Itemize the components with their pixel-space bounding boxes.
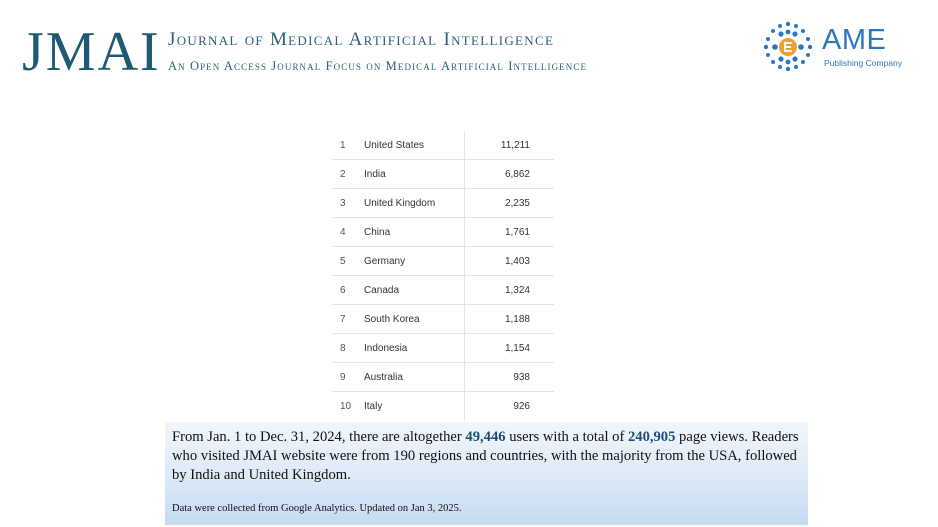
users-cell: 938: [465, 363, 555, 392]
table-row: [332, 160, 554, 189]
rank-cell: 4: [332, 218, 364, 247]
table-row: [332, 363, 554, 392]
summary-part-2: users with a total of: [505, 429, 628, 445]
users-total: 49,446: [465, 429, 506, 445]
journal-title: Journal of Medical Artificial Intelligence: [168, 29, 555, 50]
pageviews-total: 240,905: [627, 429, 676, 445]
country-cell: South Korea: [364, 305, 465, 334]
users-cell: 1,188: [465, 305, 555, 334]
country-cell: Italy: [364, 400, 383, 412]
rank-cell: 1: [332, 131, 364, 160]
summary-box: [165, 422, 808, 525]
country-cell: Indonesia: [364, 334, 465, 363]
users-cell: 1,761: [465, 218, 555, 247]
users-cell: 6,862: [465, 160, 555, 189]
jmai-logo: JMAI: [22, 21, 161, 83]
rank-cell: 3: [332, 189, 364, 218]
users-cell: 1,324: [465, 276, 555, 305]
journal-subtitle: An Open Access Journal Focus on Medical Artificial Intelligence: [168, 59, 588, 73]
users-cell: 1,403: [465, 247, 555, 276]
top-countries-table: [332, 131, 554, 420]
country-cell: United Kingdom: [364, 189, 465, 218]
users-cell: 11,211: [465, 131, 555, 160]
publisher-name: AME: [822, 24, 887, 56]
table-row: [332, 305, 554, 334]
table-row: [332, 131, 554, 160]
rank-cell: 7: [332, 305, 364, 334]
publisher-subtitle: Publishing Company: [824, 58, 902, 68]
users-cell: 2,235: [465, 189, 555, 218]
table-row: [332, 247, 554, 276]
rank-cell: 10: [340, 400, 352, 412]
ame-dot-sphere-icon: [762, 20, 814, 72]
summary-part-3: page views. Readers who visited JMAI website were from 190 regions and countries, with the majority from the USA, followed by India and United Kingdom.: [172, 429, 799, 483]
table-row: [332, 276, 554, 305]
table-row: [332, 392, 554, 421]
rank-cell: 9: [332, 363, 364, 392]
country-cell: Germany: [364, 247, 465, 276]
summary-part-1: From Jan. 1 to Dec. 31, 2024, there are altogether: [172, 429, 466, 445]
country-cell: Canada: [364, 276, 465, 305]
rank-cell: 8: [332, 334, 364, 363]
rank-cell: 5: [332, 247, 364, 276]
country-cell: China: [364, 218, 465, 247]
publisher-logo: [762, 20, 912, 72]
summary-text: [172, 428, 802, 485]
country-cell: Australia: [364, 363, 465, 392]
users-cell: 1,154: [465, 334, 555, 363]
users-cell: 926: [465, 392, 555, 421]
rank-cell: 6: [332, 276, 364, 305]
rank-cell: 2: [332, 160, 364, 189]
country-cell: United States: [364, 131, 465, 160]
table-row: [332, 189, 554, 218]
data-source-note: Data were collected from Google Analytics. Updated on Jan 3, 2025.: [172, 503, 462, 514]
table-row: [332, 218, 554, 247]
country-cell: India: [364, 160, 465, 189]
table-row: [332, 334, 554, 363]
